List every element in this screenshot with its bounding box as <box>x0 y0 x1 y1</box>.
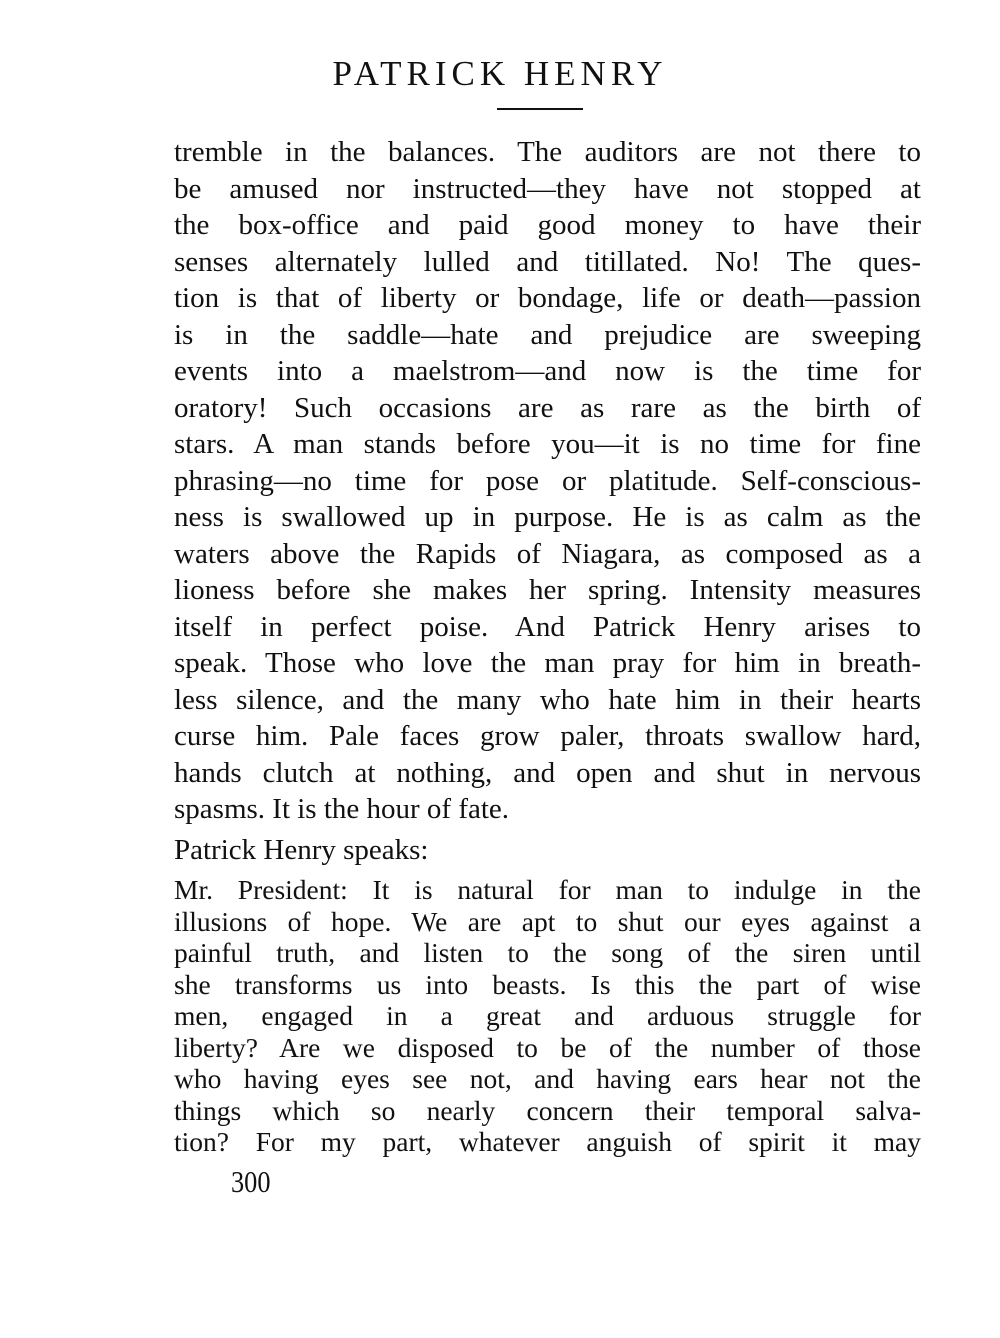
text-line: the box-office and paid good money to have their <box>174 209 921 241</box>
text-line: is in the saddle—hate and prejudice are sweeping <box>174 318 921 351</box>
text-line: phrasing—no time for pose or platitude. Self-conscious- <box>174 464 921 497</box>
text-line: tremble in the balances. The auditors are not there to <box>174 136 921 168</box>
text-line: oratory! Such occasions are as rare as the birth of <box>174 391 921 424</box>
speech-line: she transforms us into beasts. Is this the part of wise <box>174 968 921 1000</box>
speech-line: illusions of hope. We are apt to shut our eyes against a <box>174 905 921 937</box>
speech-line: things which so nearly concern their temporal salva- <box>174 1094 921 1126</box>
text-line: lioness before she makes her spring. Intensity measures <box>174 574 921 606</box>
speech-line: men, engaged in a great and arduous struggle for <box>174 1000 921 1031</box>
speech-line: tion? For my part, whatever anguish of spirit it may <box>174 1126 921 1157</box>
text-line: curse him. Pale faces grow paler, throats swallow hard, <box>174 720 921 752</box>
text-line: hands clutch at nothing, and open and shut in nervous <box>174 756 921 789</box>
speech-line: painful truth, and listen to the song of the siren until <box>174 937 921 968</box>
text-line: ness is swallowed up in purpose. He is as calm as the <box>174 501 921 533</box>
page-number: 300 <box>231 1164 271 1199</box>
speech-line: liberty? Are we disposed to be of the number of those <box>174 1031 921 1063</box>
speech-intro-line: Patrick Henry speaks: <box>174 834 429 866</box>
text-line: tion is that of liberty or bondage, life or death—passion <box>174 282 921 314</box>
text-line: less silence, and the many who hate him in their hearts <box>174 683 921 716</box>
text-line: speak. Those who love the man pray for him in breath- <box>174 647 921 679</box>
text-line: senses alternately lulled and titillated. No! The ques- <box>174 245 921 278</box>
text-line: stars. A man stands before you—it is no time for fine <box>174 428 921 460</box>
header-rule <box>497 108 583 110</box>
text-line: be amused nor instructed—they have not stopped at <box>174 172 921 205</box>
text-line: itself in perfect poise. And Patrick Henry arises to <box>174 610 921 643</box>
text-line: events into a maelstrom—and now is the time for <box>174 355 921 387</box>
speech-line: Mr. President: It is natural for man to indulge in the <box>174 874 921 905</box>
text-line: waters above the Rapids of Niagara, as composed as a <box>174 537 921 570</box>
running-header-title: PATRICK HENRY <box>332 54 668 93</box>
text-line: spasms. It is the hour of fate. <box>174 793 510 825</box>
speech-line: who having eyes see not, and having ears hear not the <box>174 1063 921 1094</box>
